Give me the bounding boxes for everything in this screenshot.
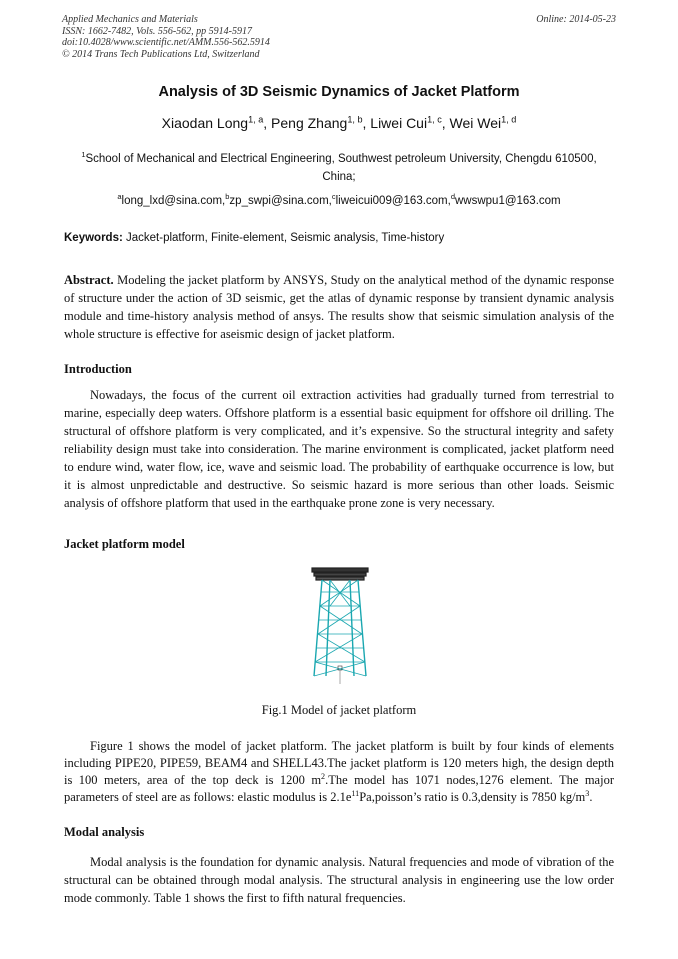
email-sup: a xyxy=(117,192,122,202)
model-sup: 11 xyxy=(351,788,360,798)
email-sup: c xyxy=(331,192,336,202)
issn-line: ISSN: 1662-7482, Vols. 556-562, pp 5914-5917 xyxy=(62,25,252,37)
model-sup: 3 xyxy=(585,788,590,798)
model-text: .The model has 1071 nodes,1276 element. The major parameters of steel are as follows: elastic modulus is 2.1e xyxy=(64,773,614,804)
abstract-label: Abstract. xyxy=(64,273,114,287)
introduction-text: Nowadays, the focus of the current oil extraction activities had gradually turned from terrestrial to marine, especially deep waters. Offshore platform is a essential basic equipment for offshore oil drilling. The structural of offshore platform is very complicated, and it’s expensive. So the structural integrity and safety reliability design must take into consideration. The marine environment is complicated, jacket platform need to endure wind, water flow, ice, wave and seismic load. The probability of earthquake occurrence is low, but it is almost unpredictable and destructive. So seismic hazard is more serious than other loads. Seismic analysis of offshore platform that used in the earthquake prone zone is very necessary. xyxy=(64,388,614,510)
copyright-line: © 2014 Trans Tech Publications Ltd, Switzerland xyxy=(62,48,260,60)
email: zp_swpi@sina.com, xyxy=(229,195,332,207)
email-sup: d xyxy=(450,192,455,202)
author-name: Peng Zhang xyxy=(271,115,348,131)
author-sup: 1, c xyxy=(427,114,442,125)
modal-heading: Modal analysis xyxy=(64,825,145,839)
author-sup: 1, d xyxy=(501,114,517,125)
abstract xyxy=(64,271,614,343)
top-deck xyxy=(312,568,368,572)
modal-text: Modal analysis is the foundation for dynamic analysis. Natural frequencies and mode of vibration of the structural can be obtained through modal analysis. The structural analysis in engineering use the low order mode commonly. Table 1 shows the first to fifth natural frequencies. xyxy=(64,855,614,905)
paper-title: Analysis of 3D Seismic Dynamics of Jacket Platform xyxy=(158,84,520,100)
introduction-heading: Introduction xyxy=(64,362,132,376)
jacket-platform-figure xyxy=(300,566,380,696)
model-sup: 2 xyxy=(321,771,326,781)
email-list xyxy=(0,192,678,207)
email-sup: b xyxy=(225,192,230,202)
model-text: Pa,poisson’s ratio is 0.3,density is 7850 kg/m xyxy=(359,790,586,804)
author-name: Wei Wei xyxy=(449,115,502,131)
author-name: Xiaodan Long xyxy=(161,115,249,131)
jacket-bracing xyxy=(314,580,366,676)
model-text: . xyxy=(589,790,593,804)
figure-caption: Fig.1 Model of jacket platform xyxy=(261,703,417,717)
affiliation-sup: 1 xyxy=(81,150,86,160)
online-date: Online: 2014-05-23 xyxy=(536,14,616,25)
journal-name: Applied Mechanics and Materials xyxy=(62,14,198,25)
deck xyxy=(312,568,368,580)
jacket-legs xyxy=(314,580,366,676)
model-text: Figure 1 shows the model of jacket platform. The jacket platform is built by four kinds of elements including PIPE20, PIPE59, BEAM4 and SHELL43.The jacket platform is 120 meters high, the design depth is 100 meters, area of the top deck is 1200 m xyxy=(64,739,614,787)
author-list: Xiaodan Long$^{1, a}$, Peng Zhang$^{1, b}$, Liwei Cui$^{1, c}$, Wei Wei$^{1, d}$ xyxy=(161,114,517,131)
email: liweicui009@163.com, xyxy=(335,195,451,207)
affiliation xyxy=(70,150,608,186)
author-sup: 1, b xyxy=(347,114,363,125)
journal-header xyxy=(62,14,616,60)
email: long_lxd@sina.com, xyxy=(121,195,226,207)
model-heading: Jacket platform model xyxy=(64,537,185,551)
affiliation-text: School of Mechanical and Electrical Engineering, Southwest petroleum University, Chengdu 610500, China; xyxy=(85,153,597,183)
doi-line: doi:10.4028/www.scientific.net/AMM.556-562.5914 xyxy=(62,37,270,48)
keywords xyxy=(64,232,624,244)
abstract-text: Modeling the jacket platform by ANSYS, Study on the analytical method of the dynamic response of structure under the action of 3D seismic, get the atlas of dynamic response by transient dynamic analysis module and time-history analysis method of ansys. The results show that seismic simulation analysis of the whole structure is effective for aseismic design of jacket platform. xyxy=(64,273,615,341)
mid-deck xyxy=(314,573,366,576)
keywords-text: Jacket-platform, Finite-element, Seismic analysis, Time-history xyxy=(126,232,445,244)
author-name: Liwei Cui xyxy=(370,115,428,131)
lower-deck xyxy=(316,577,364,580)
keywords-label: Keywords: xyxy=(64,232,123,244)
model-paragraph xyxy=(64,738,614,806)
email: wwswpu1@163.com xyxy=(454,195,561,207)
author-sup: 1, a xyxy=(248,114,264,125)
